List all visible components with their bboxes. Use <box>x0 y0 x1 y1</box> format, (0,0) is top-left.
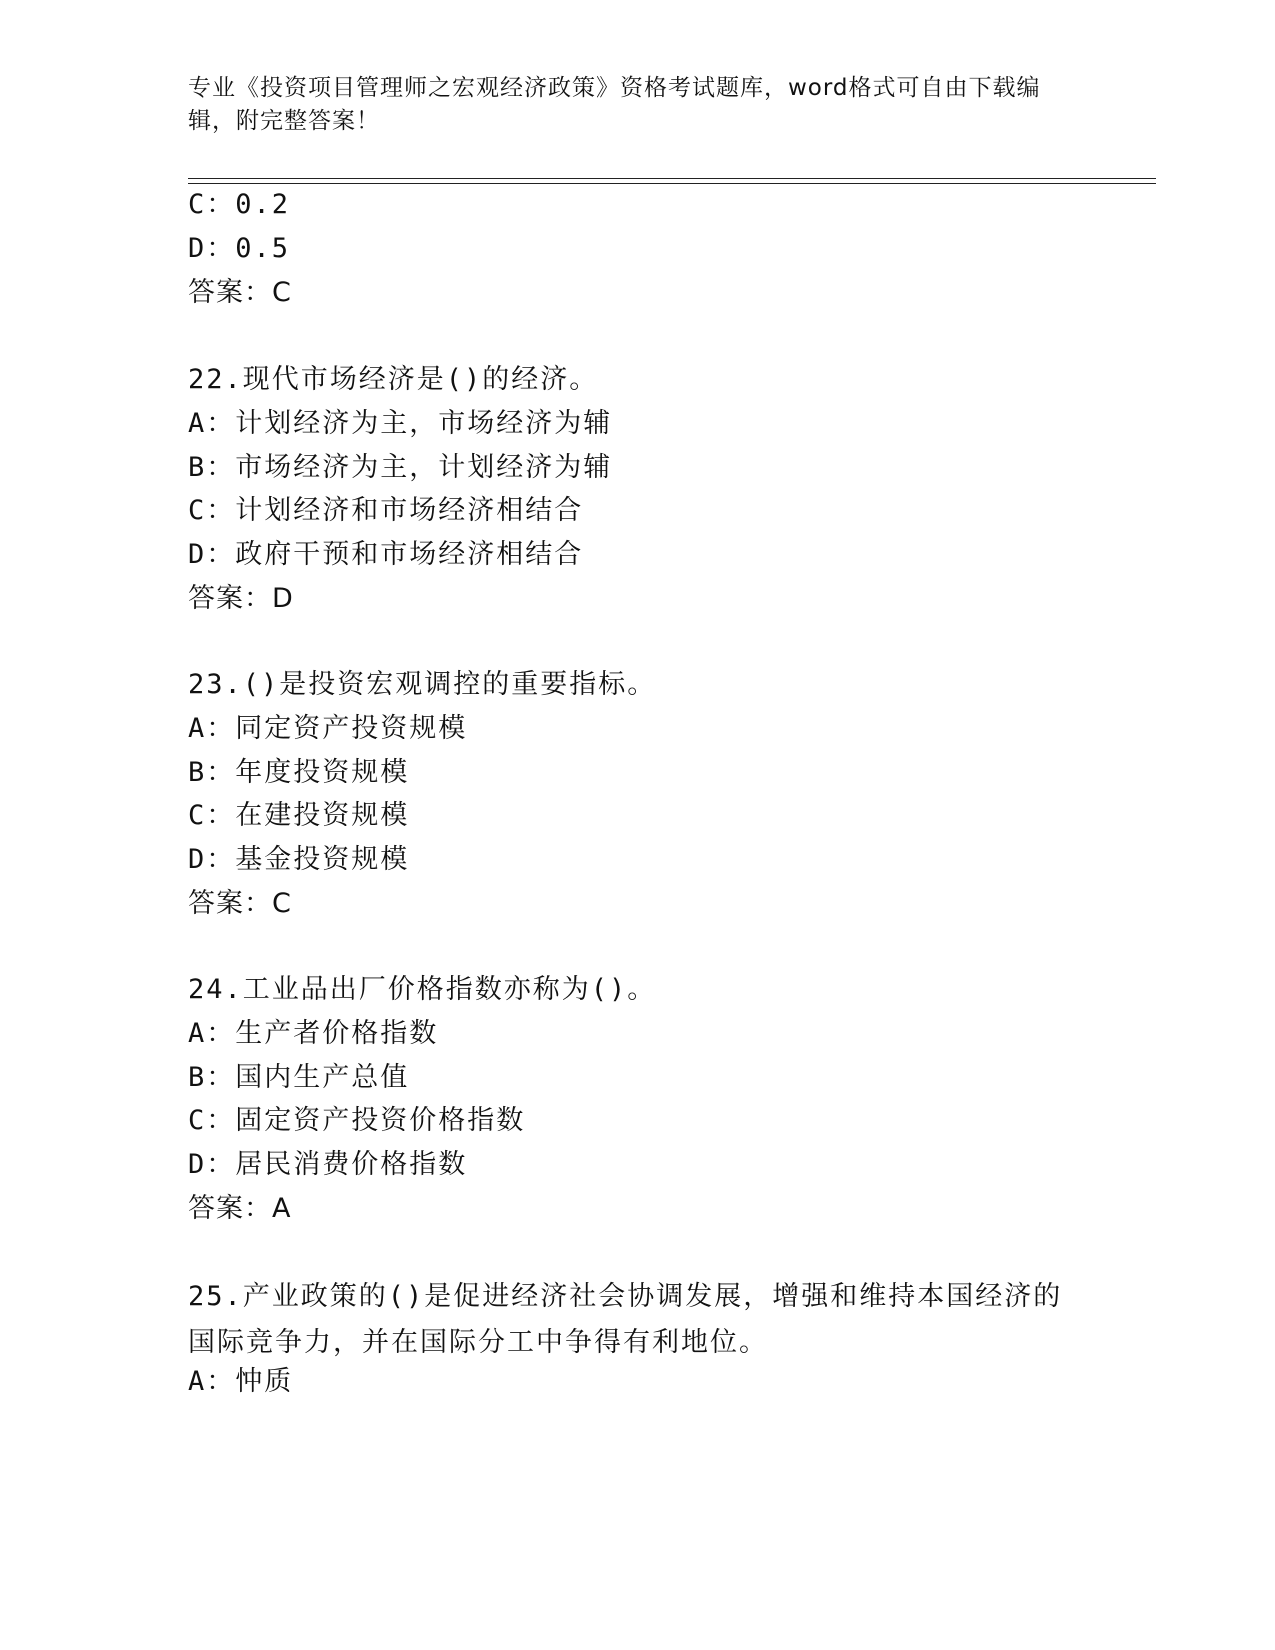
option-a: A：生产者价格指数 <box>188 1018 439 1049</box>
option-d: D：政府干预和市场经济相结合 <box>188 539 584 570</box>
document-header: 专业《投资项目管理师之宏观经济政策》资格考试题库，word格式可自由下载编辑，附完整答案！ <box>188 75 1041 134</box>
header-divider-top <box>188 178 1156 179</box>
header-divider-bottom <box>188 183 1156 184</box>
answer: 答案：D <box>188 583 294 614</box>
question-24: 24.工业品出厂价格指数亦称为()。 <box>188 974 657 1005</box>
option-a: A：同定资产投资规模 <box>188 713 468 744</box>
answer: 答案：C <box>188 277 292 308</box>
option-d: D：0.5 <box>188 233 291 264</box>
question-25: 25.产业政策的()是促进经济社会协调发展，增强和维持本国经济的国际竞争力，并在国际分工中争得有利地位。 <box>188 1281 1063 1358</box>
option-b: B：年度投资规模 <box>188 757 410 788</box>
option-a: A：忡质 <box>188 1366 294 1397</box>
question-23: 23.()是投资宏观调控的重要指标。 <box>188 669 657 700</box>
option-d: D：居民消费价格指数 <box>188 1149 468 1180</box>
option-b: B：市场经济为主，计划经济为辅 <box>188 452 613 483</box>
answer: 答案：C <box>188 888 292 919</box>
option-c: C：计划经济和市场经济相结合 <box>188 495 584 526</box>
answer: 答案：A <box>188 1193 292 1224</box>
option-c: C：0.2 <box>188 189 291 220</box>
option-d: D：基金投资规模 <box>188 844 410 875</box>
option-c: C：固定资产投资价格指数 <box>188 1105 526 1136</box>
option-c: C：在建投资规模 <box>188 800 410 831</box>
option-a: A：计划经济为主，市场经济为辅 <box>188 408 613 439</box>
question-22: 22.现代市场经济是()的经济。 <box>188 364 599 395</box>
option-b: B：国内生产总值 <box>188 1062 410 1093</box>
